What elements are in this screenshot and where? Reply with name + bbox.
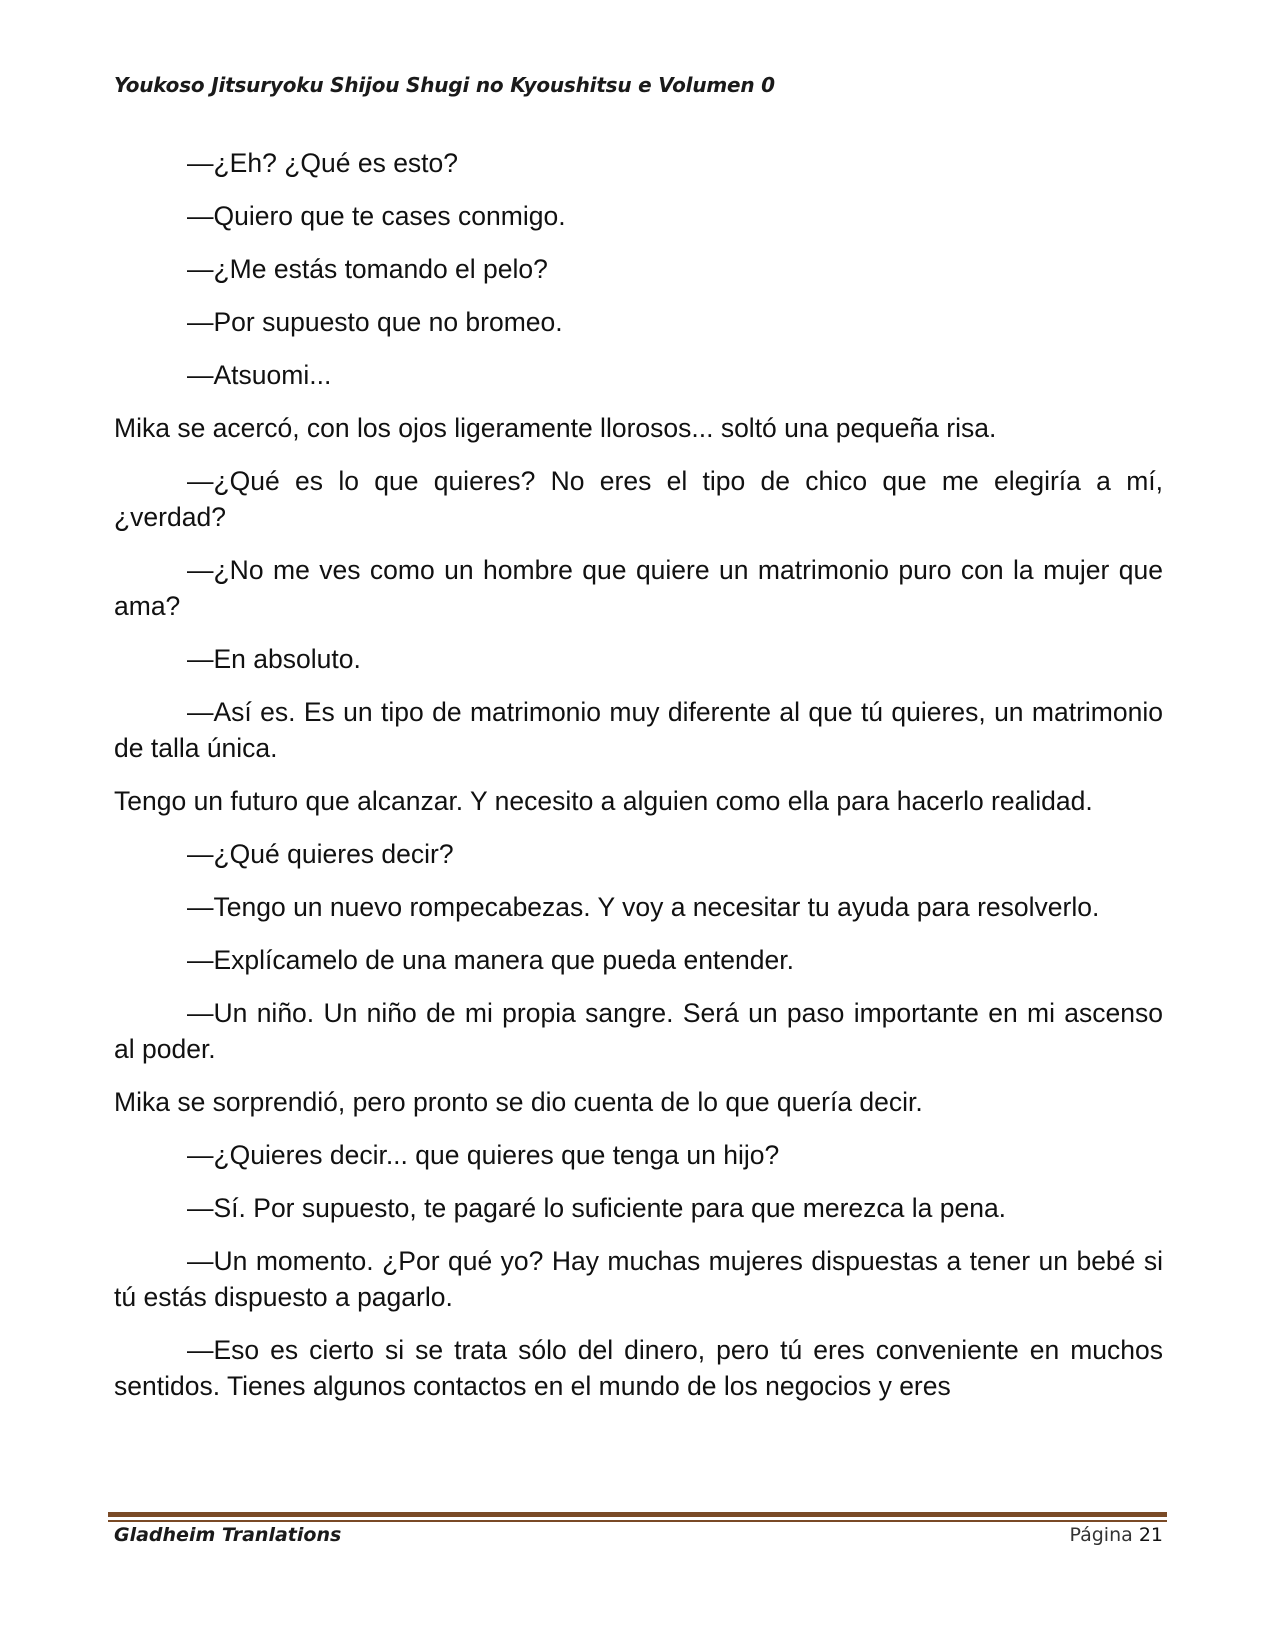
paragraph: —Un momento. ¿Por qué yo? Hay muchas mujeres dispuestas a tener un bebé si tú estás dispuesto a pagarlo. [114,1246,1163,1312]
paragraph: —Eso es cierto si se trata sólo del dinero, pero tú eres conveniente en muchos sentidos. Tienes algunos contactos en el mundo de los negocios y eres [114,1335,1163,1401]
page-number-block [1069,1524,1163,1546]
paragraph: —Explícamelo de una manera que pueda entender. [187,945,794,975]
paragraph: —Por supuesto que no bromeo. [187,307,563,337]
paragraph: —Atsuomi... [187,360,332,390]
paragraph: —¿Qué quieres decir? [187,839,454,869]
footer-rule-thin [108,1520,1167,1522]
paragraph: —Quiero que te cases conmigo. [187,201,566,231]
paragraph: —Así es. Es un tipo de matrimonio muy diferente al que tú quieres, un matrimonio de talla única. [114,697,1163,763]
paragraph: Mika se acercó, con los ojos ligeramente llorosos... soltó una pequeña risa. [114,413,997,443]
paragraph: —¿Eh? ¿Qué es esto? [187,148,459,178]
paragraph: Mika se sorprendió, pero pronto se dio cuenta de lo que quería decir. [114,1087,923,1117]
paragraph: —Sí. Por supuesto, te pagaré lo suficiente para que merezca la pena. [187,1193,1007,1223]
footer-credit: Gladheim Tranlations [114,1524,342,1546]
paragraph: —¿Me estás tomando el pelo? [187,254,548,284]
paragraph: —¿Qué es lo que quieres? No eres el tipo de chico que me elegiría a mí, ¿verdad? [114,466,1163,532]
paragraph: —¿Quieres decir... que quieres que tenga un hijo? [187,1140,780,1170]
paragraph: —¿No me ves como un hombre que quiere un matrimonio puro con la mujer que ama? [114,555,1163,621]
paragraph: Tengo un futuro que alcanzar. Y necesito a alguien como ella para hacerlo realidad. [114,786,1093,816]
paragraph: —Tengo un nuevo rompecabezas. Y voy a necesitar tu ayuda para resolverlo. [187,892,1100,922]
page-body [114,145,1163,1421]
page-number: 21 [1138,1524,1163,1546]
paragraph: —En absoluto. [187,644,361,674]
running-header: Youkoso Jitsuryoku Shijou Shugi no Kyoushitsu e Volumen 0 [114,73,775,97]
page-label: Página [1069,1524,1133,1546]
footer-rule-thick [108,1512,1167,1517]
paragraph: —Un niño. Un niño de mi propia sangre. Será un paso importante en mi ascenso al poder. [114,998,1163,1064]
